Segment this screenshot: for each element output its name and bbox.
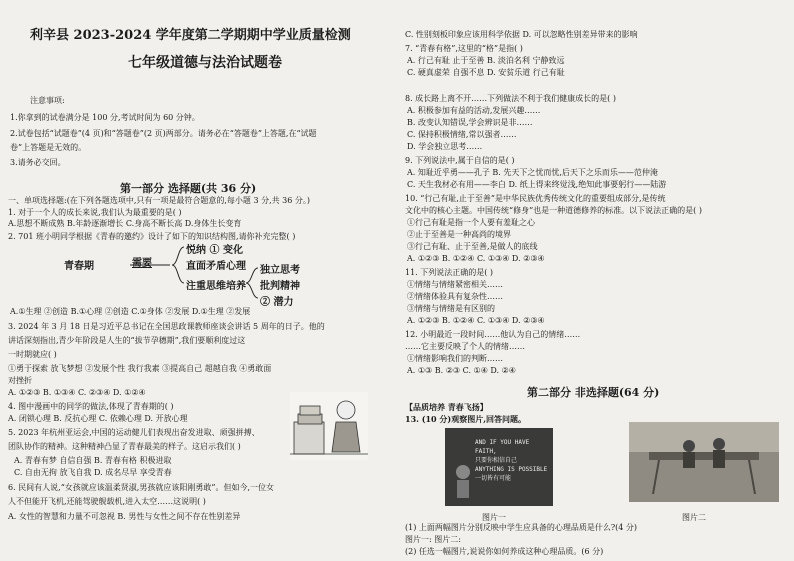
q11-line: 11. 下列说法正确的是( ) [405, 268, 494, 277]
part1-instruction: 一、单项选择题:(在下列各题选项中,只有一项是最符合题意的,每小题 3 分,共 36 分。) [8, 196, 311, 205]
image-two-caption: 图片二 [682, 513, 706, 522]
q8-option: A. 积极参加有益的活动,发展兴趣…… [407, 106, 541, 115]
image-one-caption: 图片一 [482, 513, 506, 522]
diagram-need: 需要 [132, 258, 152, 269]
image-two-figure [629, 422, 779, 502]
q5-line: 团队协作的精神。这种精神凸显了青春最美的样子。这启示我们( ) [8, 442, 241, 451]
image-one-text-line: 只要你相信自己 [475, 457, 518, 464]
q3-line: 对挫折 [8, 376, 32, 385]
q12-line: 12. 小明最近一段时间……他认为自己的情绪…… [405, 330, 581, 339]
q9-options: C. 天生我材必有用——李白 D. 纸上得来终觉浅,绝知此事要躬行——陆游 [407, 180, 667, 189]
q8-option: D. 学会独立思考…… [407, 142, 483, 151]
image-one-text-line: AND IF YOU HAVE FAITH, [475, 439, 530, 455]
q3-line: 一时期就应( ) [8, 350, 57, 359]
q1-stem: 1. 对于一个人的成长来说,我们认为最重要的是( ) [8, 208, 182, 217]
diagram-branch-4: 批判精神 [260, 281, 300, 292]
diagram-branch-6: 注重思维培养 [186, 281, 246, 292]
q1-options: A.思想不断成熟 B.年龄逐渐增长 C.身高不断长高 D.身体生长变育 [8, 219, 242, 228]
q13-heading: 【品质培养 青春飞扬】 [405, 402, 488, 412]
note-line: 3.请务必交回。 [10, 158, 66, 167]
diagram-branch-5: ② 潜力 [260, 297, 294, 308]
notes-heading: 注意事项: [30, 96, 65, 105]
image-one [445, 428, 553, 506]
q11-line: ②情绪体验具有复杂性…… [407, 292, 503, 301]
q8-option: B. 改变认知错误,学会辨识是非…… [407, 118, 533, 127]
right-column [397, 0, 794, 561]
note-line: 1.你拿到的试卷满分是 100 分,考试时间为 60 分钟。 [10, 113, 200, 122]
q10-line: ②止于至善是一种高尚的境界 [407, 230, 511, 239]
q3-line: 讲话深刻指出,青少年阶段是人生的“拔节孕穗期”,我们要顺利度过这 [8, 336, 246, 345]
q4-options: A. 闭锁心理 B. 反抗心理 C. 依赖心理 D. 开放心理 [8, 414, 188, 423]
exam-subtitle: 七年级道德与法治试题卷 [128, 55, 282, 71]
image-two [629, 422, 779, 502]
q10-line: 10. “行己有耻,止于至善”是中华民族优秀传统文化的重要组成部分,是传统 [405, 194, 666, 203]
exam-title: 利辛县 2023-2024 学年度第二学期期中学业质量检测 [30, 28, 351, 43]
q13-subq2: (2) 任选一幅图片,说说你如何养成这种心理品质。(6 分) [405, 547, 604, 556]
q6-options: A. 女性的智慧和力量不可忽视 B. 男性与女性之间不存在性别差异 [8, 512, 241, 521]
image-one-text-line: 一切皆有可能 [475, 475, 512, 482]
q11-options: A. ①②③ B. ①②④ C. ①③④ D. ②③④ [407, 316, 545, 325]
part2-title: 第二部分 非选择题(64 分) [527, 386, 660, 399]
part1-title: 第一部分 选择题(共 36 分) [120, 182, 257, 195]
note-line: 卷”上答题是无效的。 [10, 143, 87, 152]
q11-line: ①情绪与情绪紧密相关…… [407, 280, 503, 289]
q4-stem: 4. 图中漫画中的同学的做法,体现了青春期的( ) [8, 402, 174, 411]
q8-stem: 8. 成长路上离不开……下列做法不利于我们健康成长的是( ) [405, 94, 616, 103]
diagram-branch-1: 悦纳 ① 变化 [186, 245, 243, 256]
diagram-root: 青春期 [64, 261, 94, 272]
q5-options: C. 自由无拘 放飞自我 D. 成名尽早 享受青春 [14, 468, 172, 477]
image-one-text-line: ANYTHING IS POSSIBLE [475, 466, 548, 473]
q5-line: 5. 2023 年杭州亚运会,中国的运动健儿们表现出奋发进取、顽强拼搏、 [8, 428, 260, 437]
q8-option: C. 保持积极情绪,常以强者…… [407, 130, 517, 139]
q6-line: 6. 民间有人说,“女孩就应该温柔贤淑,男孩就应该阳刚勇敢”。但如今,一位女 [8, 483, 274, 492]
q9-options: A. 知耻近乎勇——孔子 B. 先天下之忧而忧,后天下之乐而乐——范仲淹 [407, 168, 658, 177]
image-one-text [475, 438, 553, 483]
cartoon-drawing [290, 392, 368, 460]
q11-line: ③情绪与情绪是有区别的 [407, 304, 495, 313]
cartoon-image [290, 392, 368, 460]
q7-options: C. 硬真虚荣 自强不息 D. 安贫乐道 行己有耻 [407, 68, 565, 77]
knowledge-diagram [60, 243, 360, 308]
q6-line: 人不但能开飞机,还能驾驶舰载机,进入太空……这说明( ) [8, 497, 206, 506]
q12-options: A. ①③ B. ②③ C. ①④ D. ②④ [407, 366, 516, 375]
diagram-branch-3: 独立思考 [260, 265, 300, 276]
q7-stem: 7. “青春有格”,这里的“格”是指( ) [405, 44, 523, 53]
q13-subq1: (1) 上面两幅图片分别反映中学生应具备的心理品质是什么?(4 分) [405, 523, 638, 532]
q2-stem: 2. 701 班小明同学根据《青春的邀约》设计了如下的知识结构图,请你补充完整( ) [8, 232, 296, 241]
q9-stem: 9. 下列说法中,属于自信的是( ) [405, 156, 515, 165]
note-line: 2.试卷包括“试题卷”(4 页)和“答题卷”(2 页)两部分。请务必在“答题卷”上答题,在“试题 [10, 129, 317, 138]
q10-line: 文化中的核心主题。中国传统“修身”也是一种道德修养的标准。以下说法正确的是( ) [405, 206, 702, 215]
q6-options-cont: C. 性别刻板印象应该用科学依据 D. 可以忽略性别差异带来的影响 [405, 30, 638, 39]
q10-line: ①行己有耻是指一个人要有羞耻之心 [407, 218, 535, 227]
q3-options: A. ①②③ B. ①③④ C. ②③④ D. ①②④ [8, 388, 146, 397]
q7-options: A. 行己有耻 止于至善 B. 淡泊名利 宁静致远 [407, 56, 565, 65]
q13-stem: 13. (10 分)观察图片,回答问题。 [405, 414, 526, 424]
q12-line: ……它主要反映了个人的情绪…… [405, 342, 525, 351]
q2-options: A.①生理 ②创造 B.①心理 ②创造 C.①身体 ②发展 D.①生理 ②发展 [10, 307, 251, 316]
q3-line: 3. 2024 年 3 月 18 日是习近平总书记在全国思政课教师座谈会讲话 5 周年的日子。他的 [8, 322, 325, 331]
q5-options: A. 青春有梦 自信自强 B. 青春有格 积极进取 [14, 456, 172, 465]
q10-line: ③行己有耻、止于至善,是做人的底线 [407, 242, 538, 251]
q10-options: A. ①②③ B. ①②④ C. ①③④ D. ②③④ [407, 254, 545, 263]
q3-line: ①勇于探索 放飞梦想 ②发展个性 我行我素 ③提高自己 超越自我 ④勇敢面 [8, 364, 272, 373]
q12-line: ①情绪影响我们的判断…… [407, 354, 503, 363]
diagram-branch-2: 直面矛盾心理 [186, 261, 246, 272]
q13-answer-line: 图片一: 图片二: [405, 535, 461, 544]
